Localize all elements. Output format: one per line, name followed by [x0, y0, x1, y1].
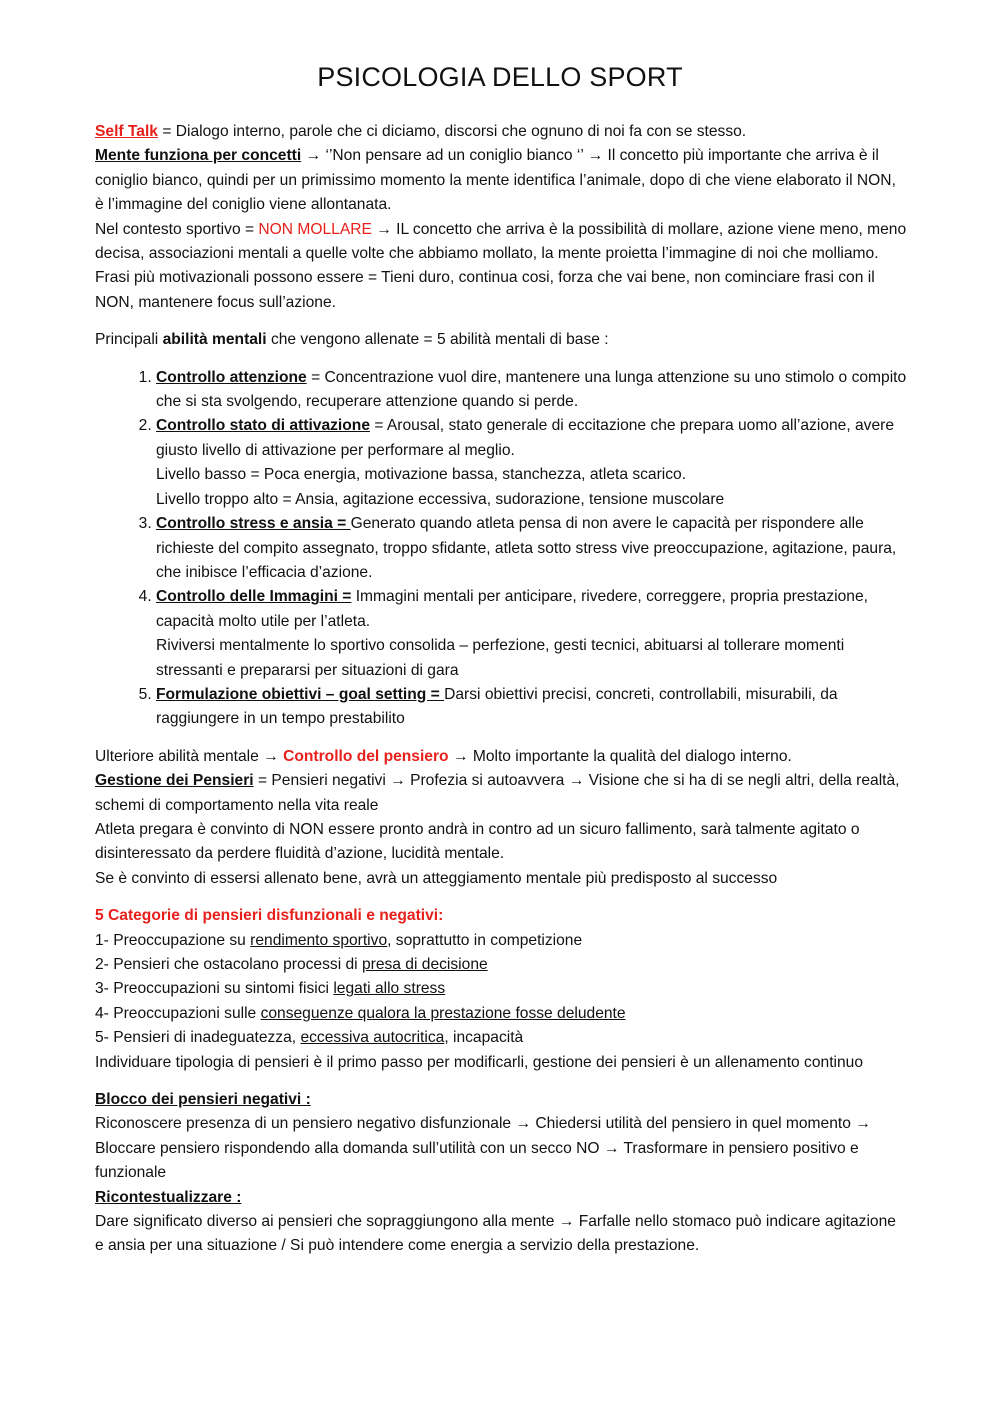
recontextualize-heading: Ricontestualizzare :	[95, 1188, 242, 1206]
thought-control-text: Molto importante la qualità del dialogo interno.	[468, 747, 792, 765]
ability-text: Generato quando atleta pensa di non avere le capacità per rispondere alle richieste del compito assegnato, troppo sfidante, atleta sotto stress vive preoccupazione, agitazione, paura, che inibisce l’efficacia d’azione.	[156, 515, 897, 581]
list-item	[95, 1002, 907, 1026]
athlete-pregame-paragraph: Atleta pregara è convinto di NON essere pronto andrà in contro ad un sicuro fallimento, sarà talmente agitato o disinteressato da perdere fluidità d’azione, lucidità mentale.	[95, 820, 860, 863]
abilities-lead	[95, 328, 907, 352]
category-text: 5- Pensieri di inadeguatezza,	[95, 1029, 301, 1047]
arrow-icon: →	[376, 220, 392, 238]
category-underlined: rendimento sportivo	[250, 931, 388, 949]
thought-management-term: Gestione dei Pensieri	[95, 772, 254, 790]
concepts-quote: ‘’Non pensare ad un coniglio bianco ‘’	[321, 147, 588, 165]
arrow-icon: →	[587, 147, 604, 165]
categories-heading: 5 Categorie di pensieri disfunzionali e negativi:	[95, 907, 444, 925]
list-item	[156, 366, 907, 415]
ability-text: Immagini mentali per anticipare, rivedere, correggere, propria prestazione, capacità molto utile per l’atleta.	[156, 588, 868, 630]
ability-term: Controllo stress e ansia =	[156, 515, 351, 533]
category-tail: , soprattutto in competizione	[387, 931, 583, 949]
ability-term: Controllo delle Immagini =	[156, 588, 352, 606]
list-item	[95, 977, 907, 1001]
ability-term: Controllo stato di attivazione	[156, 417, 370, 435]
thought-management-c: Visione che si ha di se negli altri, della realtà, schemi di comportamento nella vita reale	[95, 772, 900, 814]
motivational-paragraph: Frasi più motivazionali possono essere = Tieni duro, continua cosi, forza che vai bene, non cominciare frasi con il NON, mantenere focus sull’azione.	[95, 269, 875, 311]
category-text: 1- Preoccupazione su	[95, 931, 251, 949]
abilities-lead-c: che vengono allenate = 5 abilità mentali di base :	[266, 331, 609, 349]
arrow-icon: →	[452, 747, 469, 765]
ability-text: Darsi obiettivi precisi, concreti, controllabili, misurabili, da raggiungere in un tempo prestabilito	[156, 685, 838, 728]
list-item	[95, 929, 907, 953]
sport-context-paragraph	[95, 218, 907, 267]
arrow-icon: →	[305, 147, 322, 165]
list-item	[156, 512, 907, 585]
list-item	[95, 953, 907, 977]
category-text: 4- Preoccupazioni sulle	[95, 1004, 261, 1022]
ability-extra: Riviversi mentalmente lo sportivo consolida – perfezione, gesti tecnici, abituarsi al tollerare momenti stressanti e prepararsi per situazioni di gara	[156, 637, 845, 679]
concepts-term: Mente funziona per concetti	[95, 147, 302, 165]
non-mollare-highlight: NON MOLLARE	[258, 220, 372, 238]
thought-control-line	[95, 745, 907, 769]
recontextualize-paragraph	[95, 1210, 907, 1259]
category-tail: , incapacità	[444, 1029, 524, 1047]
arrow-icon: →	[263, 747, 279, 765]
thought-control-lead: Ulteriore abilità mentale	[95, 747, 264, 765]
abilities-lead-bold: abilità mentali	[162, 331, 267, 349]
thought-management-paragraph	[95, 769, 907, 818]
recontextualize-b: Farfalle nello stomaco può indicare agitazione e ansia per una situazione / Si può intendere come energia a servizio della prestazione.	[95, 1213, 896, 1255]
list-item	[156, 683, 907, 732]
arrow-icon: →	[558, 1213, 575, 1231]
ability-extra: Livello troppo alto = Ansia, agitazione eccessiva, sudorazione, tensione muscolare	[156, 490, 725, 508]
self-talk-text: = Dialogo interno, parole che ci diciamo, discorsi che ognuno di noi fa con se stesso.	[157, 123, 747, 140]
block-heading: Blocco dei pensieri negativi :	[95, 1091, 311, 1109]
abilities-list	[95, 366, 907, 732]
category-text: 3- Preoccupazioni su sintomi fisici	[95, 980, 334, 998]
category-underlined: legati allo stress	[333, 980, 446, 998]
block-d: Trasformare in pensiero positivo e funzionale	[95, 1139, 859, 1182]
list-item	[156, 585, 907, 683]
thought-control-highlight: Controllo del pensiero	[283, 747, 449, 765]
concepts-paragraph	[95, 144, 907, 217]
arrow-icon: →	[515, 1115, 532, 1133]
block-b: Chiedersi utilità del pensiero in quel momento	[531, 1115, 856, 1133]
thought-management-a: = Pensieri negativi	[253, 772, 391, 790]
category-text: 2- Pensieri che ostacolano processi di	[95, 956, 362, 973]
ability-term: Controllo attenzione	[156, 368, 307, 386]
arrow-icon: →	[390, 772, 406, 790]
sport-context-text: IL concetto che arriva è la possibilità di mollare, azione viene meno, meno decisa, associazioni mentali a quelle volte che abbiamo mollato, la mente proietta l’immagine di noi che molliamo.	[95, 220, 907, 263]
ability-extra: Livello basso = Poca energia, motivazione bassa, stanchezza, atleta scarico.	[156, 466, 687, 484]
categories-closing: Individuare tipologia di pensieri è il primo passo per modificarli, gestione dei pensieri è un allenamento continuo	[95, 1053, 864, 1071]
recontextualize-a: Dare significato diverso ai pensieri che sopraggiungono alla mente	[95, 1213, 559, 1231]
self-talk-paragraph	[95, 120, 907, 144]
ability-text: = Arousal, stato generale di eccitazione che prepara uomo all’azione, avere giusto livello di attivazione per performare al meglio.	[156, 417, 895, 459]
ability-term: Formulazione obiettivi – goal setting =	[156, 685, 445, 703]
block-paragraph	[95, 1112, 907, 1185]
abilities-lead-a: Principali	[95, 331, 163, 349]
category-underlined: eccessiva autocritica	[300, 1029, 445, 1047]
document-body	[95, 120, 907, 1259]
page-title: PSICOLOGIA DELLO SPORT	[317, 62, 683, 92]
thought-management-b: Profezia si autoavvera	[405, 772, 569, 790]
block-c: Bloccare pensiero rispondendo alla domanda sull’utilità con un secco NO	[95, 1139, 604, 1157]
sport-context-lead: Nel contesto sportivo =	[95, 220, 259, 238]
arrow-icon: →	[603, 1139, 620, 1157]
ability-text: = Concentrazione vuol dire, mantenere una lunga attenzione su uno stimolo o compito che si sta svolgendo, recuperare attenzione quando si perde.	[156, 368, 907, 411]
arrow-icon: →	[568, 772, 585, 790]
concepts-text: Il concetto più importante che arriva è il coniglio bianco, quindi per un primissimo momento la mente identifica l’animale, dopo di che viene elaborato il NON, è l’immagine del coniglio viene allontanata.	[95, 147, 896, 214]
arrow-icon: →	[855, 1115, 871, 1133]
self-talk-term: Self Talk	[95, 123, 158, 140]
list-item	[156, 414, 907, 512]
athlete-confident-paragraph: Se è convinto di essersi allenato bene, avrà un atteggiamento mentale più predisposto al successo	[95, 869, 778, 887]
list-item	[95, 1026, 907, 1050]
category-underlined: conseguenze qualora la prestazione fosse deludente	[260, 1004, 626, 1022]
block-a: Riconoscere presenza di un pensiero negativo disfunzionale	[95, 1115, 516, 1133]
category-underlined: presa di decisione	[361, 956, 488, 973]
